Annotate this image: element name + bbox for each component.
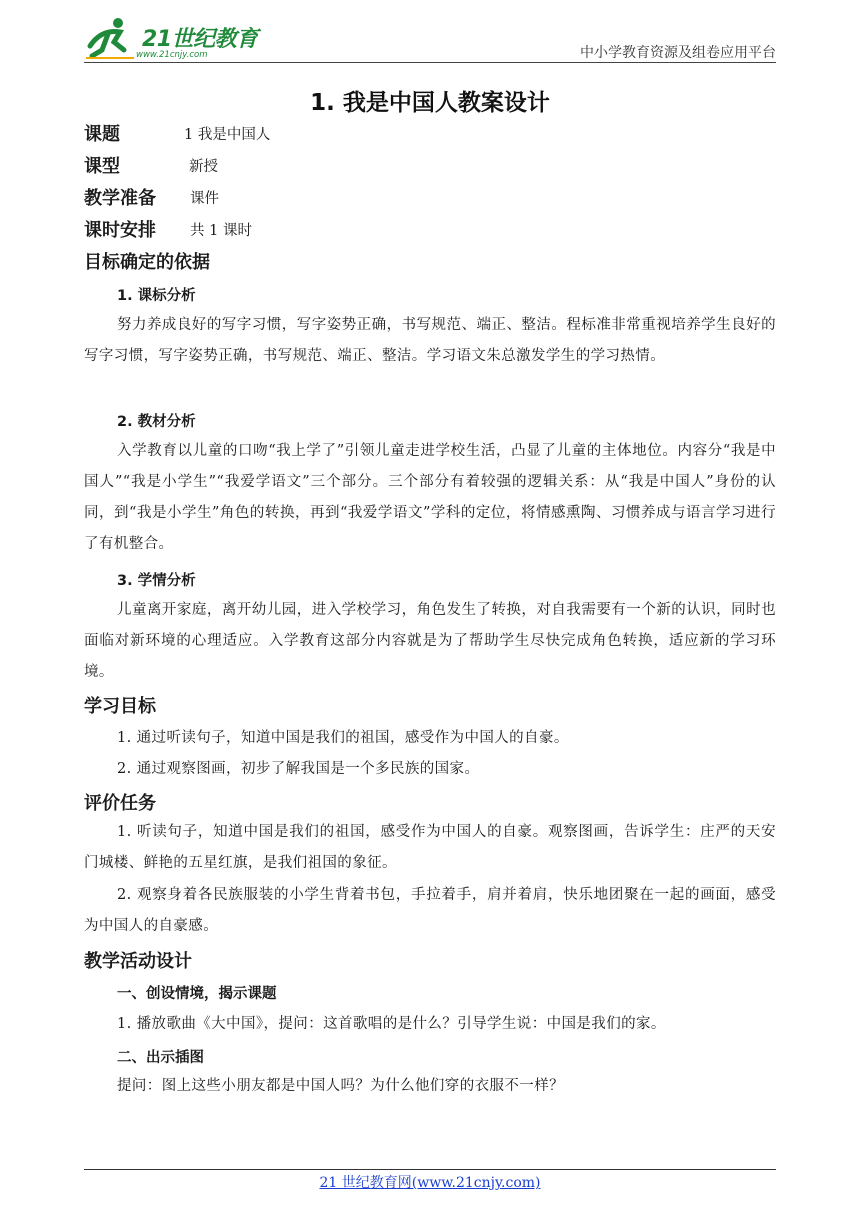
activity-step-title: 二、出示插图	[117, 1050, 204, 1066]
meta-value: 课件	[190, 191, 219, 207]
section-heading-basis: 目标确定的依据	[84, 252, 210, 273]
meta-label: 课题	[84, 124, 120, 145]
logo-text: 21世纪教育	[142, 27, 258, 52]
goal-item: 2. 通过观察图画，初步了解我国是一个多民族的国家。	[117, 761, 480, 777]
page-title: 1. 我是中国人教案设计	[310, 90, 550, 116]
paragraph: 努力养成良好的写字习惯，写字姿势正确，书写规范、端正、整洁。程标准非常重视培养学生良好的写字习惯，写字姿势正确，书写规范、端正、整洁。学习语文朱总激发学生的学习热情。	[84, 317, 776, 364]
footer-divider	[84, 1169, 776, 1170]
section-heading-goals: 学习目标	[84, 696, 156, 717]
activity-step-text: 1. 播放歌曲《大中国》，提问：这首歌唱的是什么？引导学生说：中国是我们的家。	[117, 1016, 666, 1032]
paragraph: 儿童离开家庭，离开幼儿园，进入学校学习，角色发生了转换，对自我需要有一个新的认识，同时也面临对新环境的心理适应。入学教育这部分内容就是为了帮助学生尽快完成角色转换，适应新的学习环境。	[84, 602, 776, 680]
platform-name: 中小学教育资源及组卷应用平台	[580, 45, 776, 61]
subsection-title: 2. 教材分析	[117, 414, 196, 430]
page-header	[84, 14, 776, 62]
meta-value: 新授	[189, 159, 218, 175]
subsection-title: 1. 课标分析	[117, 288, 196, 304]
logo	[84, 14, 324, 62]
activity-step-text: 提问：图上这些小朋友都是中国人吗？为什么他们穿的衣服不一样？	[117, 1078, 564, 1094]
meta-value: 1 我是中国人	[184, 127, 271, 143]
logo-url: www.21cnjy.com	[136, 50, 208, 60]
runner-logo-icon	[84, 16, 140, 60]
paragraph: 入学教育以儿童的口吻“我上学了”引领儿童走进学校生活，凸显了儿童的主体地位。内容分“我是中国人”“我是小学生”“我爱学语文”三个部分。三个部分有着较强的逻辑关系：从“我是中国人”身份的认同，到“我是小学生”角色的转换，再到“我爱学语文”学科的定位，将情感熏陶、习惯养成与语言学习进行了有机整合。	[84, 443, 776, 552]
evaluation-item: 2. 观察身着各民族服装的小学生背着书包，手拉着手，肩并着肩，快乐地团聚在一起的画面，感受为中国人的自豪感。	[84, 887, 776, 934]
meta-label: 课型	[84, 156, 120, 177]
evaluation-item: 1. 听读句子，知道中国是我们的祖国，感受作为中国人的自豪。观察图画，告诉学生：庄严的天安门城楼、鲜艳的五星红旗，是我们祖国的象征。	[84, 824, 776, 871]
footer-link[interactable]: 21 世纪教育网(www.21cnjy.com)	[319, 1175, 541, 1191]
section-heading-evaluation: 评价任务	[84, 793, 156, 814]
meta-label: 教学准备	[84, 188, 156, 209]
activity-step-title: 一、创设情境，揭示课题	[117, 986, 277, 1002]
goal-item: 1. 通过听读句子，知道中国是我们的祖国，感受作为中国人的自豪。	[117, 730, 569, 746]
header-divider	[84, 62, 776, 63]
meta-value: 共 1 课时	[190, 223, 252, 239]
section-heading-activity: 教学活动设计	[84, 951, 192, 972]
subsection-title: 3. 学情分析	[117, 573, 196, 589]
meta-label: 课时安排	[84, 220, 156, 241]
